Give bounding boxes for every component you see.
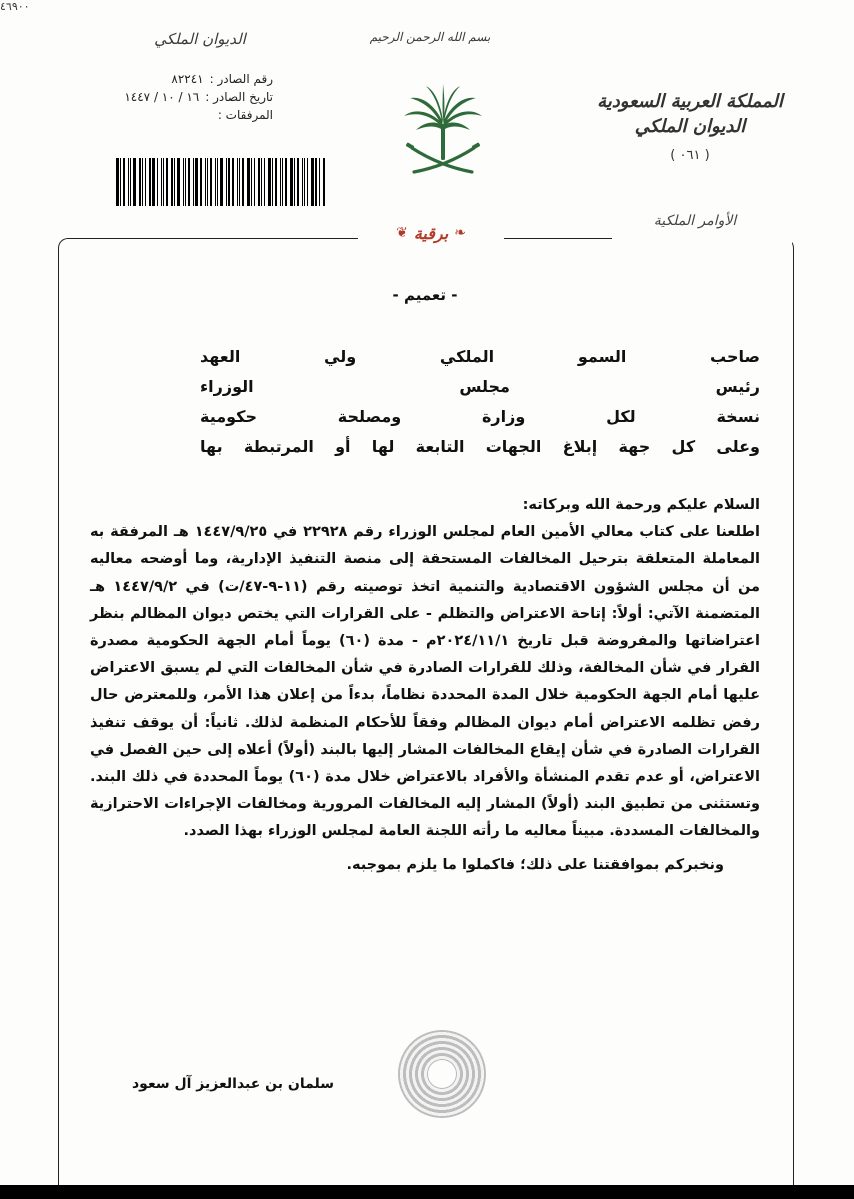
barcode-bar [193, 158, 194, 206]
closing-line: ونخبركم بموافقتنا على ذلك؛ فاكملوا ما يلزم بموجبه. [346, 856, 724, 873]
barcode-bar [307, 158, 308, 206]
barcode-bar [254, 158, 255, 206]
body-paragraph: اطلعنا على كتاب معالي الأمين العام لمجلس الوزراء رقم ٢٢٩٢٨ في ١٤٤٧/٩/٢٥ هـ المرفقة به المعاملة المتعلقة بترحيل المخالفات المستحقة إلى منصة التنفيذ الإدارية، وما أوضحه معاليه من أن مجلس الشؤون الاقتصادية والتنمية اتخذ توصيته رقم (١١-٩-٤٧/ت) في ١٤٤٧/٩/٢ هـ المتضمنة الآتي: أولاً: إتاحة الاعتراض والتظلم - على القرارات التي يختص ديوان المظالم بنظر اعتراضاتها والمفروضة قبل تاريخ ٢٠٢٤/١١/١م - مدة (٦٠) يوماً أمام الجهة الحكومية مصدرة القرار في شأن المخالفة، وذلك للقرارات الصادرة في شأن المخالفات التي لم يسبق الاعتراض عليها أمام الجهة الحكومية خلال المدة المحددة نظاماً، بدءاً من إعلان هذا الأمر، وللمعترض حال رفض تظلمه الاعتراض أمام ديوان المظالم وفقاً للأحكام المنظمة لذلك. ثانياً: أن يوقف تنفيذ القرارات الصادرة في شأن إيقاع المخالفات المشار إليها بالبند (أولاً) أعلاه إلى حين الفصل في الاعتراض، أو عدم تقدم المنشأة والأفراد بالاعتراض خلال مدة (٦٠) يوماً المحددة في ذلك البند. وتستثنى من تطبيق البند (أولاً) المشار إليه المخالفات المرورية ومخالفات الإجراءات الاحترازية والمخالفات المسددة. مبيناً معاليه ما رأته اللجنة العامة لمجلس الوزراء بهذا الصدد. [90, 524, 760, 840]
barcode-bar [264, 158, 265, 206]
barcode-bar [200, 158, 202, 206]
barcode-bar [128, 158, 129, 206]
office-code: ( ٠٦١ ) [670, 148, 710, 163]
barcode-bar [237, 158, 238, 206]
barcode-bar [272, 158, 273, 206]
letter-metadata [118, 70, 273, 124]
royal-court-title: الديوان الملكي [634, 116, 746, 137]
barcode-bar [185, 158, 186, 206]
outgoing-number: ٨٢٢٤١ [171, 72, 204, 86]
outgoing-date: ١٦ / ١٠ / ١٤٤٧ [124, 90, 200, 104]
barcode-bar [130, 158, 131, 206]
barcode-bar [261, 158, 262, 206]
barcode-bar [205, 158, 206, 206]
barcode-bar [294, 158, 295, 206]
barcode-bar [247, 158, 250, 206]
barcode-bar [311, 158, 314, 206]
barcode-bar [220, 158, 223, 206]
telegram-word: برقية [413, 223, 449, 243]
barcode-bar [174, 158, 175, 206]
barcode-bar [228, 158, 230, 206]
attachments-label: المرفقات : [217, 108, 273, 122]
barcode-bar [183, 158, 184, 206]
barcode-bar [275, 158, 277, 206]
outgoing-number-label: رقم الصادر : [209, 72, 273, 86]
greeting: السلام عليكم ورحمة الله وبركاته: [522, 497, 760, 513]
barcode-bar [302, 158, 303, 206]
barcode-bar [217, 158, 218, 206]
barcode-bar [239, 158, 240, 206]
barcode-bar [285, 158, 287, 206]
ornament-icon: ❦ [396, 225, 408, 241]
barcode-bar [232, 158, 234, 206]
addressee-line: وعلى كل جهة إبلاغ الجهات التابعة لها أو المرتبطة بها [200, 437, 760, 456]
reference-number: ٤٦٩٠٠ [0, 0, 30, 13]
addressee-line: رئيس مجلس الوزراء [200, 377, 760, 396]
palm-and-swords-emblem [400, 82, 486, 182]
barcode-bar [171, 158, 173, 206]
barcode-bar [290, 158, 293, 206]
barcode-bar [133, 158, 136, 206]
barcode-bar [142, 158, 143, 206]
barcode-bar [139, 158, 141, 206]
addressee-line: نسخة لكل وزارة ومصلحة حكومية [200, 407, 760, 426]
barcode-bar [116, 158, 119, 206]
barcode-bar [280, 158, 281, 206]
kingdom-header [585, 90, 795, 172]
barcode-bar [195, 158, 198, 206]
barcode-bar [304, 158, 305, 206]
barcode-bar [268, 158, 271, 206]
addressees [90, 342, 760, 462]
barcode-bar [319, 158, 320, 206]
barcode-bar [145, 158, 146, 206]
frame-gap-orders [612, 232, 792, 244]
barcode-bar [166, 158, 168, 206]
barcode-bar [188, 158, 190, 206]
barcode-bar [315, 158, 317, 206]
barcode-bar [282, 158, 283, 206]
circular-title: - تعميم - [392, 286, 458, 304]
barcode-bar [163, 158, 164, 206]
barcode-bar [210, 158, 212, 206]
kingdom-name: المملكة العربية السعودية [597, 91, 783, 112]
barcode-bar [226, 158, 227, 206]
barcode-bar [157, 158, 158, 206]
letter-body [90, 492, 760, 879]
barcode-bar [123, 158, 125, 206]
barcode-bar [152, 158, 155, 206]
royal-orders-label: الأوامر الملكية [653, 213, 737, 229]
barcode-bar [120, 158, 121, 206]
barcode-bar [207, 158, 208, 206]
official-seal [398, 1030, 486, 1118]
outgoing-date-label: تاريخ الصادر : [205, 90, 273, 104]
barcode-bar [258, 158, 260, 206]
barcode [116, 158, 328, 206]
signature-name: سلمان بن عبدالعزيز آل سعود [131, 1076, 334, 1092]
basmala: بسم الله الرحمن الرحيم [369, 30, 491, 44]
barcode-bar [251, 158, 252, 206]
barcode-bar [215, 158, 216, 206]
addressee-line: صاحب السمو الملكي ولي العهد [200, 347, 760, 366]
barcode-bar [149, 158, 151, 206]
barcode-bar [161, 158, 162, 206]
telegram-label [368, 218, 494, 248]
barcode-bar [323, 158, 325, 206]
barcode-bar [177, 158, 180, 206]
barcode-bar [297, 158, 299, 206]
royal-court-calligraphy: الديوان الملكي [154, 30, 246, 48]
barcode-bar [242, 158, 244, 206]
ornament-icon: ❧ [454, 225, 466, 241]
bottom-edge-bar [0, 1185, 854, 1199]
